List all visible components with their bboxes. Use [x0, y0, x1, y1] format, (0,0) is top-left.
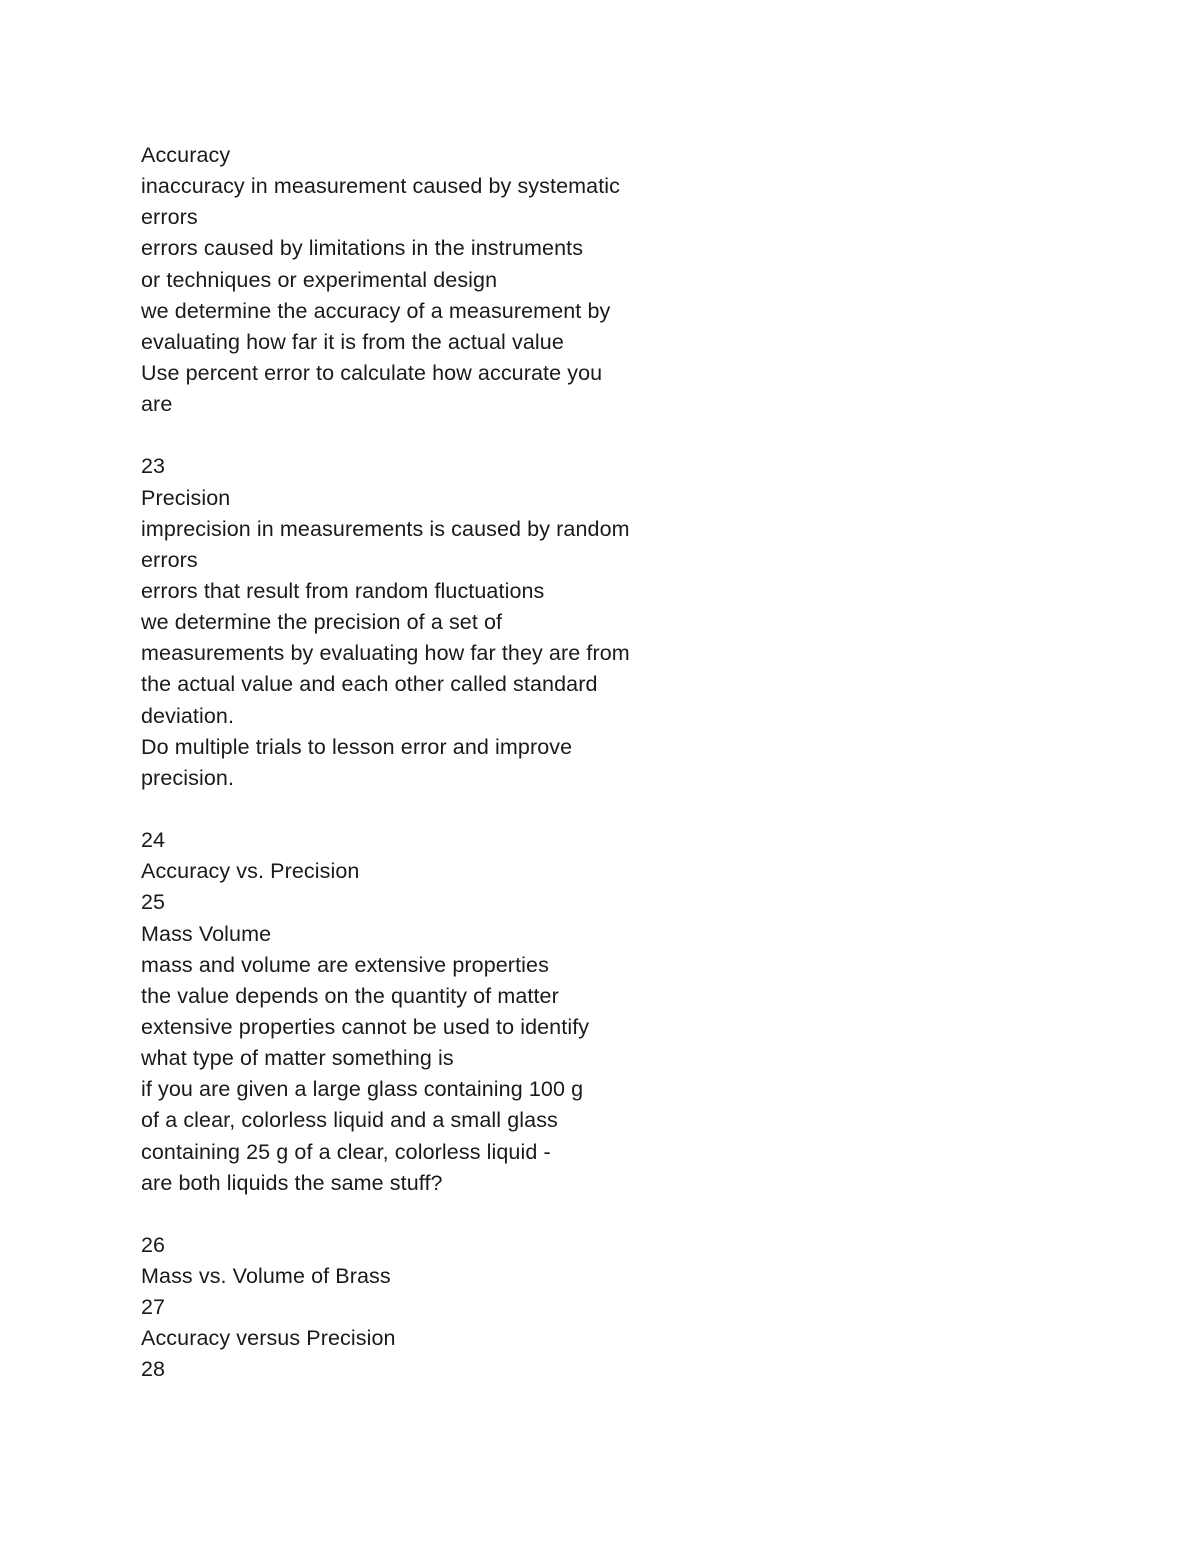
slide-number: 24 [141, 828, 166, 853]
text-line: the actual value and each other called standard [141, 672, 598, 697]
text-line: errors [141, 547, 198, 572]
text-line: are both liquids the same stuff? [141, 1170, 443, 1195]
text-line: evaluating how far it is from the actual value [141, 329, 564, 354]
text-line: Accuracy versus Precision [141, 1326, 396, 1351]
text-line: Mass Volume [141, 921, 272, 946]
text-line: Use percent error to calculate how accurate you [141, 360, 603, 385]
text-line: precision. [141, 765, 235, 790]
text-line: or techniques or experimental design [141, 267, 498, 292]
text-line: Precision [141, 485, 231, 510]
text-line: Do multiple trials to lesson error and improve [141, 734, 573, 759]
slide-number: 23 [141, 454, 166, 479]
blank-line [141, 1199, 701, 1230]
text-line: if you are given a large glass containing 100 g [141, 1077, 584, 1102]
text-line: mass and volume are extensive properties [141, 952, 549, 977]
text-line: errors caused by limitations in the instruments [141, 236, 584, 261]
document-text [141, 140, 701, 1386]
text-line: containing 25 g of a clear, colorless liquid - [141, 1139, 551, 1164]
text-line: are [141, 392, 173, 417]
text-line: the value depends on the quantity of matter [141, 983, 559, 1008]
text-line: errors that result from random fluctuations [141, 578, 545, 603]
slide-number: 26 [141, 1232, 166, 1257]
slide-number: 28 [141, 1357, 166, 1382]
text-line: deviation. [141, 703, 235, 728]
text-line: Mass vs. Volume of Brass [141, 1264, 391, 1289]
text-line: errors [141, 205, 198, 230]
text-line: extensive properties cannot be used to identify [141, 1014, 590, 1039]
text-line: of a clear, colorless liquid and a small glass [141, 1108, 558, 1133]
blank-line [141, 420, 701, 451]
slide-number: 25 [141, 890, 166, 915]
text-line: what type of matter something is [141, 1046, 454, 1071]
slide-number: 27 [141, 1295, 166, 1320]
text-line: Accuracy [141, 143, 231, 167]
blank-line [141, 794, 701, 825]
text-line: Accuracy vs. Precision [141, 859, 360, 884]
text-line: we determine the accuracy of a measurement by [141, 298, 611, 323]
text-line: imprecision in measurements is caused by random [141, 516, 630, 541]
text-line: inaccuracy in measurement caused by systematic [141, 174, 620, 199]
text-line: measurements by evaluating how far they are from [141, 641, 630, 666]
text-line: we determine the precision of a set of [141, 610, 503, 635]
